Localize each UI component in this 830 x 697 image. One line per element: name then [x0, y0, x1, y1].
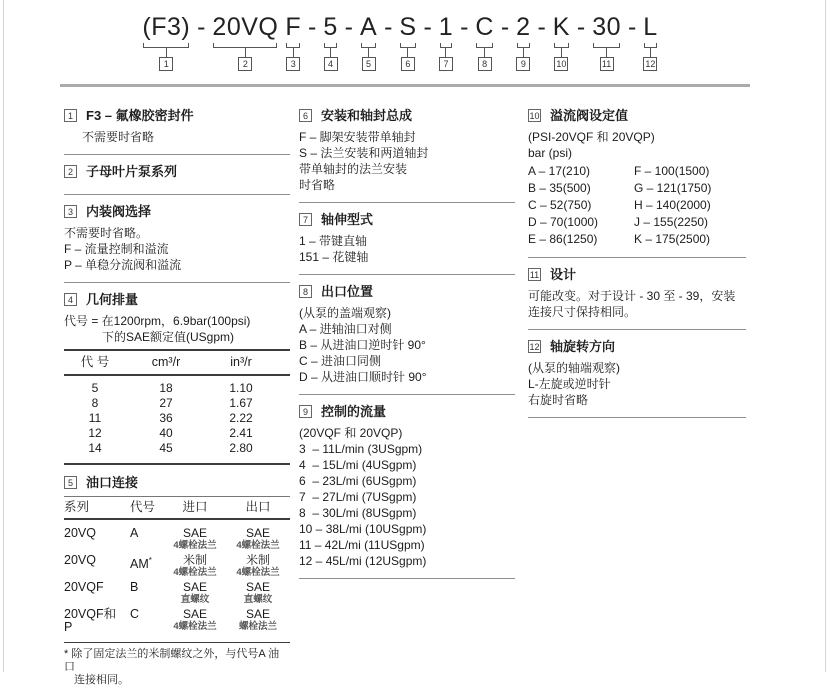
- code-value: B: [130, 580, 139, 594]
- footnote-line: 连接相同。: [74, 674, 129, 686]
- bracket-stem: [561, 48, 562, 57]
- text-line: 11 – 42L/mi (11USgpm): [299, 538, 425, 552]
- section-6: [299, 108, 515, 203]
- text-line: 时省略: [299, 178, 336, 192]
- text-line: (PSI-20VQF 和 20VQP): [528, 130, 655, 144]
- table-row: [64, 381, 290, 396]
- bracket-stem: [293, 48, 294, 57]
- code-separator-dash: -: [337, 13, 360, 41]
- bracket-stem: [606, 48, 607, 57]
- setting-option: H – 140(2000): [634, 198, 711, 212]
- code-segment-10: [553, 12, 570, 71]
- column-header: 进口: [182, 500, 208, 514]
- section-title: 油口连接: [86, 475, 139, 490]
- displacement-table-body: [64, 376, 290, 463]
- code-segment-2: [212, 12, 278, 71]
- section-2: [64, 164, 290, 195]
- table-cell: 27: [159, 396, 173, 410]
- text-line: (从泵的盖端观察): [299, 306, 391, 320]
- header-divider: [60, 84, 750, 87]
- text-line: L-左旋或逆时针: [528, 377, 611, 391]
- section-header: [64, 292, 290, 307]
- section-number-box: 1: [64, 109, 77, 122]
- section-10: [528, 108, 746, 258]
- inlet-type: SAE: [182, 526, 207, 540]
- text-line: 不需要时省略: [82, 130, 155, 144]
- setting-option: G – 121(1750): [634, 181, 712, 195]
- series-cell: 20VQF和P: [64, 607, 117, 634]
- footnote-line: * 除了固定法兰的米制螺纹之外，与代号A 油口: [64, 648, 280, 673]
- text-line: 4 – 15L/mi (4USgpm): [299, 458, 417, 472]
- setting-option: D – 70(1000): [528, 215, 599, 229]
- column-header: 系列: [64, 500, 90, 514]
- segment-number-box: 12: [645, 59, 656, 69]
- text-line: 151 – 花键轴: [299, 250, 369, 264]
- code-segment-text: 1: [438, 13, 454, 41]
- page-left-border: [3, 0, 4, 672]
- setting-option: J – 155(2250): [634, 215, 709, 229]
- text-line: 连接尺寸保持相同。: [528, 305, 637, 319]
- column-header: cm³/r: [151, 355, 181, 369]
- code-separator-dash: -: [621, 13, 644, 41]
- segment-number-box: 5: [362, 57, 376, 71]
- code-segment-8: [475, 12, 494, 71]
- column-left: [64, 108, 290, 697]
- section-number-box: 8: [299, 285, 312, 298]
- code-cell: [118, 527, 164, 551]
- displacement-table: [64, 349, 290, 465]
- inlet-subtype: 4螺栓法兰: [173, 621, 217, 632]
- section-header: [299, 404, 515, 419]
- table-row: [64, 411, 290, 426]
- bracket-stem: [407, 48, 408, 57]
- section-title: F3 – 氟橡胶密封件: [86, 108, 194, 123]
- outlet-subtype: 直螺纹: [243, 594, 273, 605]
- segment-number-box: 8: [478, 57, 492, 71]
- text-line: B – 从进油口逆时针 90°: [299, 338, 426, 352]
- section-title: 几何排量: [86, 292, 139, 307]
- section-8: [299, 284, 515, 395]
- code-separator-dash: -: [453, 13, 476, 41]
- segment-number-box: 10: [556, 59, 567, 69]
- inlet-subtype: 4螺栓法兰: [173, 567, 217, 578]
- text-line: 7 – 27L/mi (7USgpm): [299, 490, 417, 504]
- text-line: C – 进油口同侧: [299, 354, 382, 368]
- outlet-type: SAE: [245, 580, 270, 594]
- outlet-cell: [226, 527, 290, 551]
- code-segment-text: 5: [323, 13, 338, 41]
- table-cell: 1.10: [229, 381, 253, 395]
- section-title: 溢流阀设定值: [550, 108, 629, 123]
- table-row: [64, 527, 290, 551]
- text-line: 6 – 23L/mi (6USgpm): [299, 474, 417, 488]
- model-code-diagram: [0, 12, 800, 71]
- column-header: 代 号: [80, 355, 110, 369]
- code-separator-dash: -: [301, 13, 324, 41]
- setting-option: F – 100(1500): [634, 164, 710, 178]
- inlet-cell: [164, 554, 226, 578]
- series-cell: 20VQ: [64, 553, 96, 567]
- code-segment-3: [285, 12, 301, 71]
- text-line: 10 – 38L/mi (10USgpm): [299, 522, 427, 536]
- series-cell: 20VQ: [64, 526, 96, 540]
- section-number-box: 4: [64, 293, 77, 306]
- outlet-cell: [226, 608, 290, 634]
- bracket-stem: [523, 48, 524, 57]
- segment-number-box: 4: [324, 57, 338, 71]
- column-header: 代号: [130, 500, 156, 514]
- code-segment-text: A: [359, 13, 378, 41]
- port-table-body: [64, 520, 290, 643]
- code-segment-9: [516, 12, 530, 71]
- text-line: A – 进轴油口对侧: [299, 322, 392, 336]
- outlet-subtype: 4螺栓法兰: [236, 567, 280, 578]
- bracket-stem: [245, 48, 246, 57]
- code-segment-4: [323, 12, 337, 71]
- code-cell: [118, 581, 164, 605]
- section-title: 内装阀选择: [86, 204, 152, 219]
- content-columns: [64, 108, 746, 697]
- table-row: [64, 581, 290, 605]
- outlet-type: SAE: [245, 526, 270, 540]
- table-cell: 45: [159, 441, 173, 455]
- text-line: bar (psi): [528, 146, 573, 160]
- setting-option: C – 52(750): [528, 198, 592, 212]
- segment-number-box: 7: [439, 57, 453, 71]
- section-title: 安装和轴封总成: [321, 108, 413, 123]
- section-header: [64, 164, 290, 179]
- table-cell: 2.22: [229, 411, 253, 425]
- section-title: 出口位置: [321, 284, 374, 299]
- port-table-header-row: [64, 497, 290, 520]
- section-1: [64, 108, 290, 155]
- inlet-cell: [164, 608, 226, 634]
- code-cell: [118, 554, 164, 578]
- section-number-box: 11: [529, 270, 540, 280]
- table-cell: 2.41: [229, 426, 253, 440]
- section-header: [299, 108, 515, 123]
- code-value: C: [130, 607, 140, 621]
- segment-number-box: 3: [286, 57, 300, 71]
- column-middle: [299, 108, 515, 697]
- segment-number-box: 11: [600, 57, 614, 71]
- section-7: [299, 212, 515, 275]
- setting-option: A – 17(210): [528, 164, 591, 178]
- segment-number-box: 9: [516, 57, 530, 71]
- code-segment-text: K: [552, 13, 570, 41]
- outlet-cell: [226, 581, 290, 605]
- segment-number-box: 6: [401, 57, 415, 71]
- code-segment-text: C: [475, 13, 494, 41]
- section-header: [64, 108, 290, 123]
- outlet-type: 米制: [245, 553, 270, 567]
- outlet-subtype: 4螺栓法兰: [236, 540, 280, 551]
- table-cell: 11: [88, 411, 102, 425]
- table-cell: 1.67: [229, 396, 253, 410]
- setting-option: E – 86(1250): [528, 232, 598, 246]
- code-segment-text: F: [285, 13, 302, 41]
- section-number-box: 5: [64, 476, 77, 489]
- bracket-stem: [445, 48, 446, 57]
- text-line: 右旋时省略: [528, 393, 589, 407]
- code-segment-5: [360, 12, 377, 71]
- section-title: 轴伸型式: [321, 212, 374, 227]
- table-cell: 5: [91, 381, 99, 395]
- section-number-box: 6: [299, 109, 312, 122]
- code-segment-text: 20VQ: [212, 13, 279, 41]
- bracket-stem: [650, 48, 651, 57]
- code-segment-text: 2: [516, 13, 531, 41]
- section-number-box: 3: [64, 205, 77, 218]
- text-line: (从泵的轴端观察): [528, 361, 620, 375]
- code-cell: [118, 608, 164, 634]
- section-11: [528, 267, 746, 330]
- inlet-type: SAE: [182, 580, 207, 594]
- code-segment-text: 30: [592, 13, 621, 41]
- section-4: [64, 292, 290, 470]
- text-line: 不需要时省略。: [64, 226, 149, 240]
- outlet-subtype: 螺栓法兰: [238, 621, 277, 632]
- inlet-cell: [164, 581, 226, 605]
- section-number-box: 9: [299, 405, 312, 418]
- column-header: in³/r: [230, 355, 252, 369]
- text-line: 8 – 30L/mi (8USgpm): [299, 506, 417, 520]
- table-cell: 36: [159, 411, 173, 425]
- code-segment-text: L: [643, 13, 658, 41]
- code-separator-dash: -: [377, 13, 400, 41]
- section-header: [528, 339, 746, 354]
- section-header: [64, 204, 290, 219]
- inlet-subtype: 4螺栓法兰: [173, 540, 217, 551]
- table-cell: 12: [88, 426, 102, 440]
- text-line: F – 流量控制和溢流: [64, 242, 169, 256]
- outlet-type: SAE: [245, 607, 270, 621]
- column-header: 出口: [245, 500, 271, 514]
- section-header: [299, 212, 515, 227]
- bracket-stem: [330, 48, 331, 57]
- code-separator-dash: -: [190, 13, 213, 41]
- column-right: [528, 108, 746, 697]
- text-line: 3 – 11L/min (3USgpm): [299, 442, 423, 456]
- code-value: A: [130, 526, 139, 540]
- text-line: S – 法兰安装和两道轴封: [299, 146, 429, 160]
- section-3: [64, 204, 290, 283]
- text-line: (20VQF 和 20VQP): [299, 426, 403, 440]
- table-row: [64, 441, 290, 456]
- code-segment-text: S: [399, 13, 417, 41]
- section-number-box: 12: [529, 342, 540, 352]
- inlet-cell: [164, 527, 226, 551]
- table-row: [64, 554, 290, 578]
- table-cell: 2.80: [229, 441, 253, 455]
- setting-option: B – 35(500): [528, 181, 591, 195]
- code-segment-7: [439, 12, 453, 71]
- table-row: [64, 608, 290, 634]
- section-title: 轴旋转方向: [550, 339, 616, 354]
- page-right-border: [825, 0, 826, 672]
- inlet-type: 米制: [182, 553, 207, 567]
- code-segment-1: [142, 12, 190, 71]
- code-separator-space: [278, 12, 285, 42]
- segment-number-box: 1: [159, 57, 173, 71]
- segment-number-box: 2: [238, 57, 252, 71]
- section-title: 控制的流量: [321, 404, 387, 419]
- code-segment-11: [592, 12, 621, 71]
- section-title: 设计: [550, 267, 577, 282]
- section-number-box: 7: [299, 213, 312, 226]
- table-cell: 8: [91, 396, 99, 410]
- section-12: [528, 339, 746, 418]
- series-cell: 20VQF: [64, 580, 104, 594]
- text-line: 可能改变。对于设计 - 30 至 - 39，安装: [528, 289, 736, 303]
- bracket-stem: [166, 48, 167, 57]
- section-number-box: 10: [529, 111, 540, 121]
- bracket-stem: [484, 48, 485, 57]
- inlet-subtype: 直螺纹: [180, 594, 210, 605]
- text-line: D – 从进油口顺时针 90°: [299, 370, 427, 384]
- section-title: 子母叶片泵系列: [86, 164, 178, 179]
- code-value: AM: [130, 557, 149, 572]
- text-line: F – 脚架安装带单轴封: [299, 130, 416, 144]
- section-9: [299, 404, 515, 579]
- code-separator-dash: -: [530, 13, 553, 41]
- table-row: [64, 426, 290, 441]
- code-separator-dash: -: [416, 13, 439, 41]
- setting-option: K – 175(2500): [634, 232, 711, 246]
- text-line: P – 单稳分流阀和溢流: [64, 258, 182, 272]
- code-separator-dash: -: [493, 13, 517, 41]
- section-header: [528, 108, 746, 123]
- footnote-marker: *: [148, 556, 152, 565]
- displacement-table-header-row: [64, 351, 290, 376]
- table-row: [64, 396, 290, 411]
- table-cell: 14: [88, 441, 102, 455]
- section-number-box: 2: [64, 165, 77, 178]
- text-line: 12 – 45L/mi (12USgpm): [299, 554, 427, 568]
- text-line: 1 – 带键直轴: [299, 234, 368, 248]
- code-separator-dash: -: [569, 13, 593, 41]
- footnote: [64, 648, 290, 687]
- bracket-stem: [368, 48, 369, 57]
- inlet-type: SAE: [182, 607, 207, 621]
- text-line: 下的SAE额定值(USgpm): [102, 330, 235, 344]
- port-connection-table: [64, 496, 290, 643]
- section-header: [528, 267, 746, 282]
- code-segment-12: [643, 12, 657, 71]
- text-line: 带单轴封的法兰安装: [299, 162, 408, 176]
- code-segment-text: (F3): [142, 13, 191, 41]
- table-cell: 40: [159, 426, 173, 440]
- text-line: 代号 = 在1200rpm，6.9bar(100psi): [64, 314, 251, 328]
- outlet-cell: [226, 554, 290, 578]
- setting-options-grid: [528, 163, 746, 248]
- section-header: [64, 475, 290, 490]
- table-cell: 18: [159, 381, 173, 395]
- section-header: [299, 284, 515, 299]
- code-segment-6: [399, 12, 416, 71]
- section-5: [64, 475, 290, 692]
